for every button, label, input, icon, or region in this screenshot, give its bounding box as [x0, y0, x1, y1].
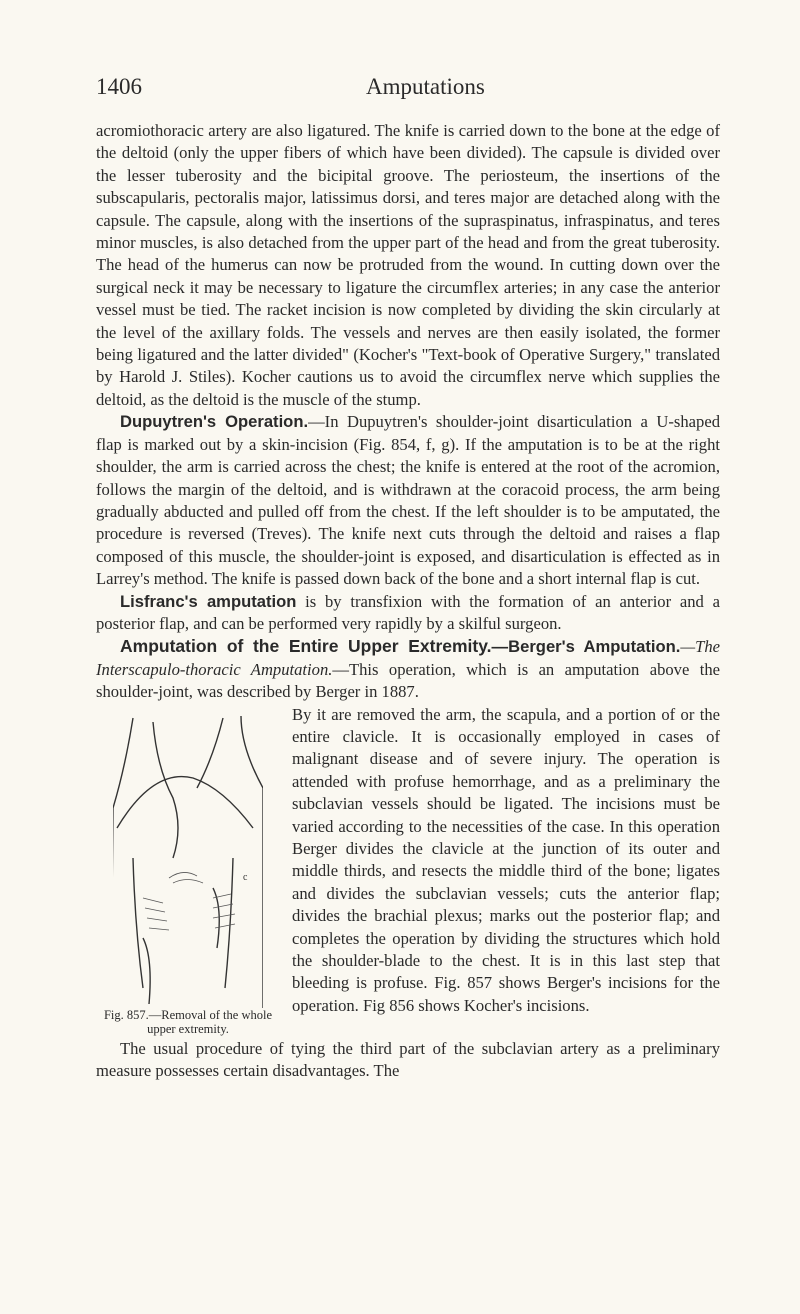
- paragraph-berger: [96, 635, 720, 703]
- text-dupuytren: —In Dupuytren's shoulder-joint disarticulation a U-shaped flap is marked out by a skin-incision (Fig. 854, f, g). If the amputation is to be at the right shoulder, the arm is carried across the chest; the knife is entered at the root of the acromion, follows the margin of the deltoid, and is withdrawn at the coracoid process, the arm being gradually abducted and pulled off from the chest. If the left shoulder is to be amputated, the procedure is reversed (Treves). The knife next cuts through the deltoid and raises a flap composed of this muscle, the shoulder-joint is exposed, and disarticulation is effected as in Larrey's method. The knife is passed down back of the bone and a short internal flap is cut.: [96, 412, 720, 589]
- page: [96, 74, 720, 1082]
- body-text: [96, 120, 720, 1082]
- italic-title: —The Interscapulo-thoracic Amputation.: [96, 637, 720, 679]
- figure-caption: Fig. 857.—Removal of the whole upper extremity.: [103, 1007, 273, 1036]
- paragraph-1: acromiothoracic artery are also ligatured. The knife is carried down to the bone at the edge of the deltoid (only the upper fibers of which have been divided). The capsule is divided over the lesser tuberosity and the bicipital groove. The periosteum, the insertions of the subscapularis, pectoralis major, latissimus dorsi, and teres major are detached along with the capsule. The capsule, along with the insertions of the supraspinatus, infraspinatus, and teres minor muscles, is also detached from the upper part of the head and from the great tuberosity. The head of the humerus can now be protruded from the wound. In cutting down over the surgical neck it may be necessary to ligature the circumflex arteries; in any case the anterior vessel must be tied. The racket incision is now completed by dividing the skin circularly at the level of the axillary folds. The vessels and nerves are then easily isolated, the former being ligatured and the latter divided" (Kocher's "Text-book of Operative Surgery," translated by Harold J. Stiles). Kocher cautions us to avoid the circumflex nerve which supplies the deltoid, as the deltoid is the muscle of the stump.: [96, 121, 720, 409]
- figure-857: [96, 708, 280, 1036]
- page-number: 1406: [96, 74, 142, 99]
- text-lisfranc: is by transfixion with the formation of an anterior and a posterior flap, and can be performed very rapidly by a skilful surgeon.: [96, 591, 720, 633]
- paragraph-berger-cont: By it are removed the arm, the scapula, and a portion of or the entire clavicle. It is occasionally employed in cases of malignant disease and of severe injury. The operation is attended with profuse hemorrhage, and as a preliminary the subclavian vessels should be ligated. The incisions must be varied according to the necessities of the case. In this operation Berger divides the clavicle at the junction of its outer and middle thirds, and resects the middle third of the bone; ligates and divides the subclavian vessels; cuts the anterior flap; divides the brachial plexus; marks out the posterior flap; and completes the operation by dividing the structures which hold the shoulder-blade to the chest. It is in this last step that bleeding is profuse. Fig. 857 shows Berger's incisions for the operation. Fig 856 shows Kocher's incisions.: [292, 704, 720, 1015]
- paragraph-lisfranc: [96, 591, 720, 636]
- heading-dupuytren: Dupuytren's Operation.: [120, 412, 309, 432]
- paragraph-final: The usual procedure of tying the third part of the subclavian artery as a preliminary measure possesses certain disadvantages. The: [96, 1038, 720, 1080]
- torso-illustration: [113, 708, 263, 1008]
- paragraph-dupuytren: [96, 411, 720, 590]
- subheading-berger: —Berger's Amputation.: [491, 637, 681, 657]
- text-berger-a: —This operation, which is an amputation above the shoulder-joint, was described by Berger in 1887.: [96, 659, 721, 702]
- heading-lisfranc: Lisfranc's amputation: [120, 591, 297, 611]
- heading-entire-upper-extremity: Amputation of the Entire Upper Extremity.: [120, 636, 492, 657]
- running-title: Amputations: [366, 74, 485, 99]
- page-header: [96, 74, 720, 108]
- svg-text:c: c: [243, 871, 248, 883]
